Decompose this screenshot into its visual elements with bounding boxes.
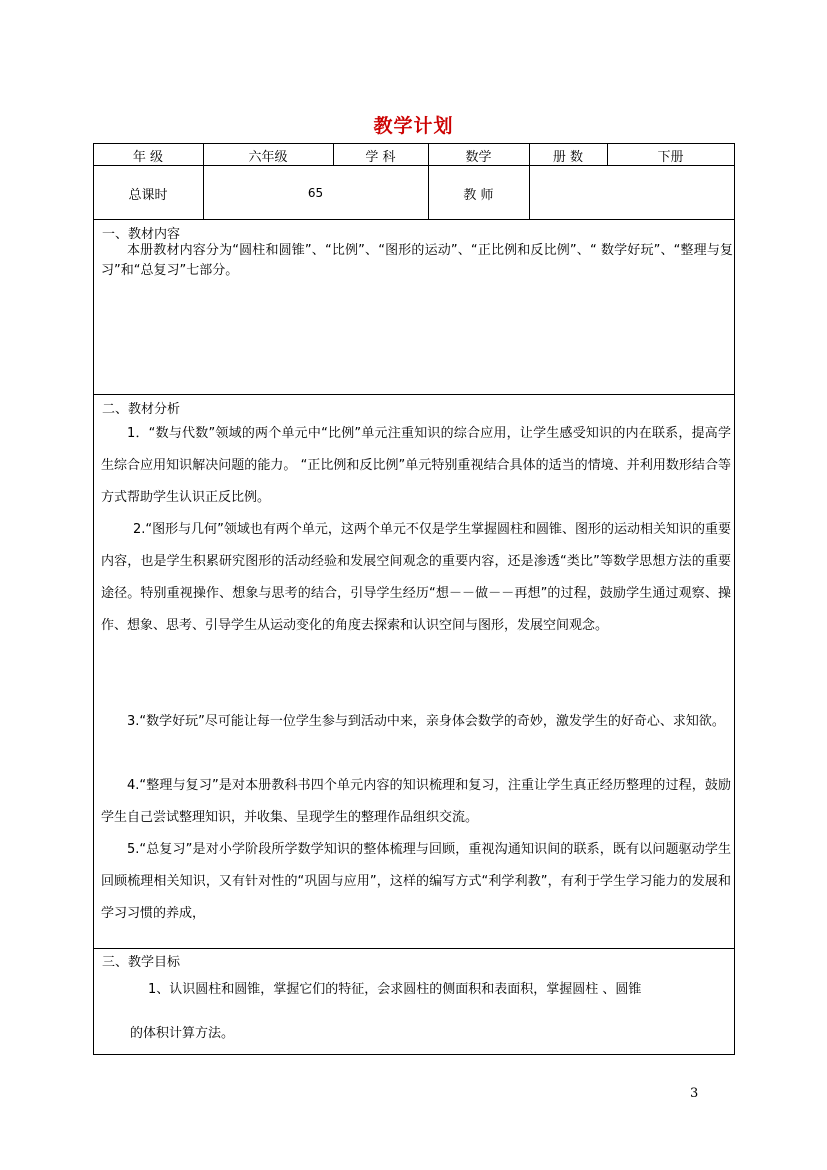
teaching-plan-table — [93, 143, 735, 1055]
paragraph: 5.“总复习”是对小学阶段所学数学知识的整体梳理与回顾，重视沟通知识间的联系，既有以问题驱动学生回顾梳理相关知识，又有针对性的“巩固与应用”，这样的编写方式“利学利教”，有利于学生学习能力的发展和学习习惯的养成， — [101, 842, 731, 921]
row-divider — [93, 165, 735, 166]
table-border-right — [734, 143, 735, 1055]
paragraph: 4.“整理与复习”是对本册教科书四个单元内容的知识梳理和复习，注重让学生真正经历整理的过程，鼓励学生自己尝试整理知识，并收集、呈现学生的整理作品组织交流。 — [101, 778, 731, 825]
section-text: 本册教材内容分为“圆柱和圆锥”、“比例”、“图形的运动”、“正比例和反比例”、“ 数学好玩”、“整理与复习”和“总复习”七部分。 — [101, 243, 733, 278]
paragraph: 2.“图形与几何”领域也有两个单元，这两个单元不仅是学生掌握圆柱和圆锥、图形的运动相关知识的重要内容，也是学生积累研究图形的活动经验和发展空间观念的重要内容，还是渗透“类比”等数学思想方法的重要途径。特别重视操作、想象与思考的结合，引导学生经历“想－－做－－再想”的过程，鼓励学生通过观察、操作、想象、思考、引导学生从运动变化的角度去探索和认识空间与图形，发展空间观念。 — [101, 522, 731, 633]
volume-label: 册 数 — [552, 150, 584, 165]
page-number: 3 — [690, 1086, 699, 1101]
subject-value: 数学 — [465, 150, 492, 165]
table-border-left — [93, 143, 94, 1055]
row-divider — [93, 219, 735, 220]
section-title: 一、教材内容 — [102, 227, 181, 242]
paragraph: 1、认识圆柱和圆锥，掌握它们的特征，会求圆柱的侧面积和表面积，掌握圆柱 、圆锥 — [148, 982, 642, 997]
section-title: 三、教学目标 — [102, 955, 181, 970]
table-border-top — [93, 143, 735, 144]
page-title: 教学计划 — [373, 115, 454, 137]
row-divider — [93, 394, 735, 395]
total-hours-label: 总课时 — [128, 188, 168, 203]
grade-label: 年 级 — [132, 150, 164, 165]
paragraph: 3.“数学好玩”尽可能让每一位学生参与到活动中来，亲身体会数学的奇妙，激发学生的好奇心、求知欲。 — [127, 714, 725, 729]
section-title: 二、教材分析 — [102, 402, 181, 417]
subject-label: 学 科 — [365, 150, 396, 165]
paragraph: 的体积计算方法。 — [130, 1026, 235, 1041]
teacher-label: 教 师 — [463, 188, 494, 203]
volume-value: 下册 — [657, 150, 684, 165]
table-border-bottom — [93, 1054, 735, 1055]
row-divider — [93, 948, 735, 949]
total-hours-value: 65 — [307, 186, 324, 200]
grade-value: 六年级 — [248, 150, 288, 165]
paragraph: 1．“数与代数”领域的两个单元中“比例”单元注重知识的综合应用，让学生感受知识的内在联系，提高学生综合应用知识解决问题的能力。 “正比例和反比例”单元特别重视结合具体的适当的情境、并利用数形结合等方式帮助学生认识正反比例。 — [101, 426, 731, 505]
